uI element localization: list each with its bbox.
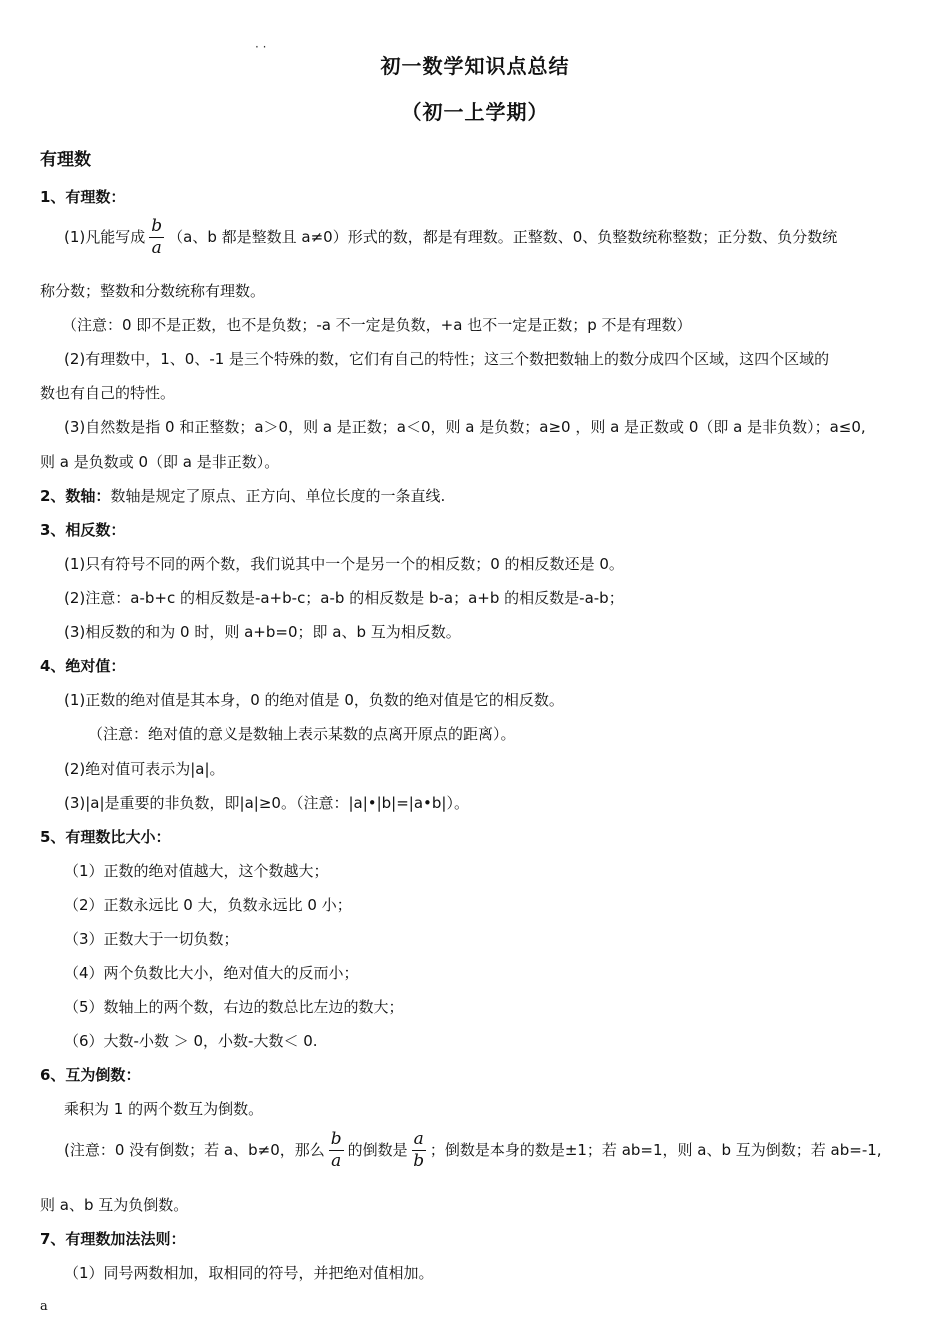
rational-p1-cont: 称分数；整数和分数统称有理数。 bbox=[40, 282, 266, 300]
fraction-a-over-b: $\frac{a}{b}$ bbox=[413, 1129, 425, 1171]
page-footer: a bbox=[40, 1299, 48, 1314]
compare-heading: 5、有理数比大小： bbox=[40, 828, 171, 846]
compare-item: （2）正数永远比 0 大，负数永远比 0 小； bbox=[64, 896, 352, 914]
addition-heading: 7、有理数加法法则： bbox=[40, 1230, 186, 1248]
header-dots: · · bbox=[255, 40, 267, 54]
reciprocal-note: (注意：0 没有倒数；若 a、b≠0，那么 $\frac{b}{a}$ 的倒数是 $\frac{a}{b}$ ；倒数是本身的数是±1；若 ab=1，则 a、b 互为倒数；若 ab=-1, bbox=[64, 1129, 882, 1171]
rational-note: （注意：0 即不是正数，也不是负数；-a 不一定是负数，+a 也不一定是正数；p 不是有理数） bbox=[62, 316, 692, 334]
compare-item: （1）正数的绝对值越大，这个数越大； bbox=[64, 862, 329, 880]
reciprocal-note-cont: 则 a、b 互为负倒数。 bbox=[40, 1196, 189, 1214]
opposite-p2: (2)注意：a-b+c 的相反数是-a+b-c；a-b 的相反数是 b-a；a+b 的相反数是-a-b； bbox=[64, 589, 624, 607]
absolute-heading: 4、绝对值： bbox=[40, 657, 126, 675]
opposite-p3: (3)相反数的和为 0 时，则 a+b=0；即 a、b 互为相反数。 bbox=[64, 623, 461, 641]
absolute-note: （注意：绝对值的意义是数轴上表示某数的点离开原点的距离）。 bbox=[88, 725, 516, 743]
number-line-line: 2、数轴：数轴是规定了原点、正方向、单位长度的一条直线. bbox=[40, 487, 446, 505]
opposite-heading: 3、相反数： bbox=[40, 521, 126, 539]
compare-item: （3）正数大于一切负数； bbox=[64, 930, 239, 948]
reciprocal-heading: 6、互为倒数： bbox=[40, 1066, 141, 1084]
section-heading: 有理数 bbox=[40, 150, 91, 170]
addition-p1: （1）同号两数相加，取相同的符号，并把绝对值相加。 bbox=[64, 1264, 434, 1282]
rational-heading: 1、有理数： bbox=[40, 188, 126, 206]
reciprocal-p1: 乘积为 1 的两个数互为倒数。 bbox=[64, 1100, 264, 1118]
rational-p3: (3)自然数是指 0 和正整数；a＞0，则 a 是正数；a＜0，则 a 是负数；a≥0 ，则 a 是正数或 0（即 a 是非负数）；a≤0, bbox=[64, 418, 866, 436]
rational-p1: (1)凡能写成 $\frac{b}{a}$ （a、b 都是整数且 a≠0）形式的数，都是有理数。正整数、0、负整数统称整数；正分数、负分数统 bbox=[64, 216, 838, 258]
rational-p2-cont: 数也有自己的特性。 bbox=[40, 384, 176, 402]
absolute-p3: (3)|a|是重要的非负数，即|a|≥0。（注意：|a|•|b|=|a•b|）。 bbox=[64, 794, 469, 812]
compare-item: （5）数轴上的两个数，右边的数总比左边的数大； bbox=[64, 998, 404, 1016]
rational-p2: (2)有理数中，1、0、-1 是三个特殊的数，它们有自己的特性；这三个数把数轴上的数分成四个区域，这四个区域的 bbox=[64, 350, 830, 368]
document-title: 初一数学知识点总结 bbox=[380, 54, 570, 78]
fraction-b-over-a: $\frac{b}{a}$ bbox=[151, 216, 163, 258]
compare-item: （4）两个负数比大小，绝对值大的反而小； bbox=[64, 964, 359, 982]
rational-p3-cont: 则 a 是负数或 0（即 a 是非正数）。 bbox=[40, 453, 280, 471]
fraction-b-over-a: $\frac{b}{a}$ bbox=[330, 1129, 342, 1171]
document-subtitle: （初一上学期） bbox=[401, 100, 549, 124]
compare-item: （6）大数-小数 ＞ 0，小数-大数＜ 0. bbox=[64, 1032, 318, 1050]
absolute-p1: (1)正数的绝对值是其本身，0 的绝对值是 0，负数的绝对值是它的相反数。 bbox=[64, 691, 564, 709]
opposite-p1: (1)只有符号不同的两个数，我们说其中一个是另一个的相反数；0 的相反数还是 0。 bbox=[64, 555, 624, 573]
absolute-p2: (2)绝对值可表示为|a|。 bbox=[64, 760, 225, 778]
